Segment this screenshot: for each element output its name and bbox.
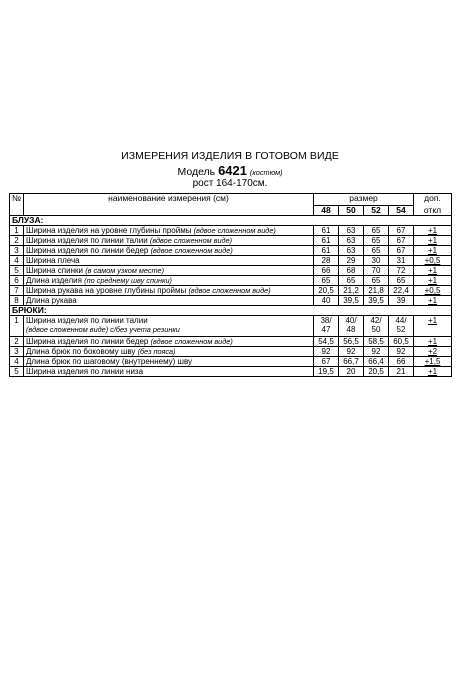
table-row [10, 347, 452, 357]
measurement-note: (без пояса) [137, 347, 176, 356]
row-number: 7 [10, 286, 24, 296]
measurement-label: Ширина изделия по линии талии [26, 316, 148, 325]
tolerance-value: +1 [414, 246, 452, 256]
table-row [10, 367, 452, 377]
size-value: 92 [364, 347, 389, 357]
size-value: 92 [314, 347, 339, 357]
measurement-label: Ширина спинки [26, 266, 86, 275]
size-value: 67 [389, 236, 414, 246]
measurement-note: (вдвое сложенном виде) с/без учета резинки [26, 325, 180, 334]
measurement-note: (по среднему шву спинки) [84, 276, 172, 285]
measurement-label: Ширина изделия по линии бедер [26, 246, 151, 255]
measurement-name [24, 276, 314, 286]
size-value: 40/ 48 [339, 316, 364, 337]
size-value: 65 [364, 226, 389, 236]
size-value: 21 [389, 367, 414, 377]
size-value: 67 [389, 246, 414, 256]
size-value: 65 [389, 276, 414, 286]
table-row [10, 256, 452, 266]
measurement-name [24, 367, 314, 377]
size-value: 61 [314, 226, 339, 236]
size-value: 28 [314, 256, 339, 266]
size-value: 38/ 47 [314, 316, 339, 337]
size-value: 39 [389, 296, 414, 306]
table-row [10, 246, 452, 256]
row-number: 2 [10, 337, 24, 347]
measurement-name [24, 337, 314, 347]
row-number: 1 [10, 226, 24, 236]
size-value: 66,4 [364, 357, 389, 367]
size-value: 19,5 [314, 367, 339, 377]
size-value: 65 [314, 276, 339, 286]
row-number: 5 [10, 266, 24, 276]
measurement-note: (вдвое сложенном виде) [188, 286, 271, 295]
tolerance-value: +1 [414, 337, 452, 347]
measurement-name [24, 357, 314, 367]
size-value: 65 [364, 236, 389, 246]
header-size-value: 48 [314, 206, 339, 216]
size-value: 65 [364, 246, 389, 256]
measurement-name [24, 236, 314, 246]
size-value: 21,2 [339, 286, 364, 296]
size-value: 68 [339, 266, 364, 276]
header-size-value: 50 [339, 206, 364, 216]
size-value: 21,8 [364, 286, 389, 296]
tolerance-value: +1 [414, 367, 452, 377]
measurement-name [24, 316, 314, 337]
header-name: наименование измерения (см) [24, 194, 314, 216]
size-value: 92 [389, 347, 414, 357]
header-size-value: 54 [389, 206, 414, 216]
size-value: 60,5 [389, 337, 414, 347]
size-value: 66 [314, 266, 339, 276]
row-number: 1 [10, 316, 24, 337]
size-value: 70 [364, 266, 389, 276]
size-value: 63 [339, 236, 364, 246]
measurement-label: Ширина изделия по линии бедер [26, 337, 151, 346]
size-value: 61 [314, 236, 339, 246]
size-value: 63 [339, 226, 364, 236]
size-value: 63 [339, 246, 364, 256]
size-value: 20,5 [364, 367, 389, 377]
tolerance-value: +2 [414, 347, 452, 357]
size-value: 61 [314, 246, 339, 256]
size-value: 58,5 [364, 337, 389, 347]
measurement-label: Ширина изделия по линии низа [26, 367, 144, 376]
tolerance-value: +1 [414, 266, 452, 276]
header-size-value: 52 [364, 206, 389, 216]
header-size: размер [314, 194, 414, 206]
measurement-name [24, 256, 314, 266]
tolerance-value: +1 [414, 316, 452, 337]
size-value: 66 [389, 357, 414, 367]
table-row [10, 337, 452, 347]
table-row [10, 236, 452, 246]
measurement-note: (вдвое сложенном виде) [193, 226, 276, 235]
measurement-label: Длина брюк по боковому шву [26, 347, 138, 356]
measurement-name [24, 246, 314, 256]
row-number: 4 [10, 357, 24, 367]
row-number: 4 [10, 256, 24, 266]
measurement-name [24, 266, 314, 276]
measurement-label: Ширина плеча [26, 256, 80, 265]
measurement-name [24, 226, 314, 236]
size-value: 40 [314, 296, 339, 306]
measurement-label: Ширина рукава на уровне глубины проймы [26, 286, 189, 295]
measurement-name [24, 347, 314, 357]
size-value: 22,4 [389, 286, 414, 296]
tolerance-value: +1 [414, 226, 452, 236]
measurement-table [9, 193, 452, 377]
tolerance-value: +1 [414, 236, 452, 246]
measurement-note: (вдвое сложенном виде) [149, 236, 233, 245]
size-value: 92 [339, 347, 364, 357]
size-value: 29 [339, 256, 364, 266]
size-value: 39,5 [339, 296, 364, 306]
tolerance-value: +1,5 [414, 357, 452, 367]
tolerance-value: +0,5 [414, 256, 452, 266]
section-title: БЛУЗА: [10, 216, 452, 226]
size-value: 30 [364, 256, 389, 266]
model-number: 6421 [218, 163, 247, 178]
size-value: 20 [339, 367, 364, 377]
measurement-label: Длина брюк по шаговому (внутреннему) шву [26, 357, 193, 366]
header-tolerance-2: откл [414, 206, 452, 216]
size-value: 66,7 [339, 357, 364, 367]
table-row [10, 286, 452, 296]
size-value: 67 [389, 226, 414, 236]
size-value: 56,5 [339, 337, 364, 347]
measurement-name [24, 296, 314, 306]
size-value: 65 [339, 276, 364, 286]
measurement-name [24, 286, 314, 296]
model-suffix: (костюм) [249, 168, 283, 177]
row-number: 2 [10, 236, 24, 246]
size-value: 20,5 [314, 286, 339, 296]
section-row [10, 306, 452, 316]
height-range: рост 164-170см. [192, 178, 268, 189]
header-row-1 [10, 194, 452, 206]
section-row [10, 216, 452, 226]
table-row [10, 226, 452, 236]
row-number: 5 [10, 367, 24, 377]
row-number: 8 [10, 296, 24, 306]
measurement-note: (в самом узком месте) [85, 266, 165, 275]
table-row [10, 266, 452, 276]
measurement-label: Длина изделия [26, 276, 85, 285]
table-row [10, 296, 452, 306]
size-value: 39,5 [364, 296, 389, 306]
table-row [10, 316, 452, 337]
header-tolerance-1: доп. [414, 194, 452, 206]
tolerance-value: +0,5 [414, 286, 452, 296]
model-line [0, 163, 460, 178]
table-row [10, 276, 452, 286]
row-number: 3 [10, 347, 24, 357]
size-value: 54,5 [314, 337, 339, 347]
measurement-label: Ширина изделия по линии талии [26, 236, 150, 245]
model-prefix: Модель [177, 166, 219, 178]
measurement-note: (вдвое сложенном виде) [150, 246, 233, 255]
size-value: 72 [389, 266, 414, 276]
row-number: 3 [10, 246, 24, 256]
tolerance-value: +1 [414, 296, 452, 306]
sheet-title: ИЗМЕРЕНИЯ ИЗДЕЛИЯ В ГОТОВОМ ВИДЕ [121, 150, 339, 162]
tolerance-value: +1 [414, 276, 452, 286]
size-value: 31 [389, 256, 414, 266]
row-number: 6 [10, 276, 24, 286]
size-value: 44/ 52 [389, 316, 414, 337]
measurement-label: Длина рукава [26, 296, 77, 305]
size-value: 67 [314, 357, 339, 367]
table-row [10, 357, 452, 367]
measurement-label: Ширина изделия на уровне глубины проймы [26, 226, 194, 235]
section-title: БРЮКИ: [10, 306, 452, 316]
measurement-note: (вдвое сложенном виде) [150, 337, 233, 346]
header-number: № [10, 194, 24, 216]
size-value: 65 [364, 276, 389, 286]
size-value: 42/ 50 [364, 316, 389, 337]
